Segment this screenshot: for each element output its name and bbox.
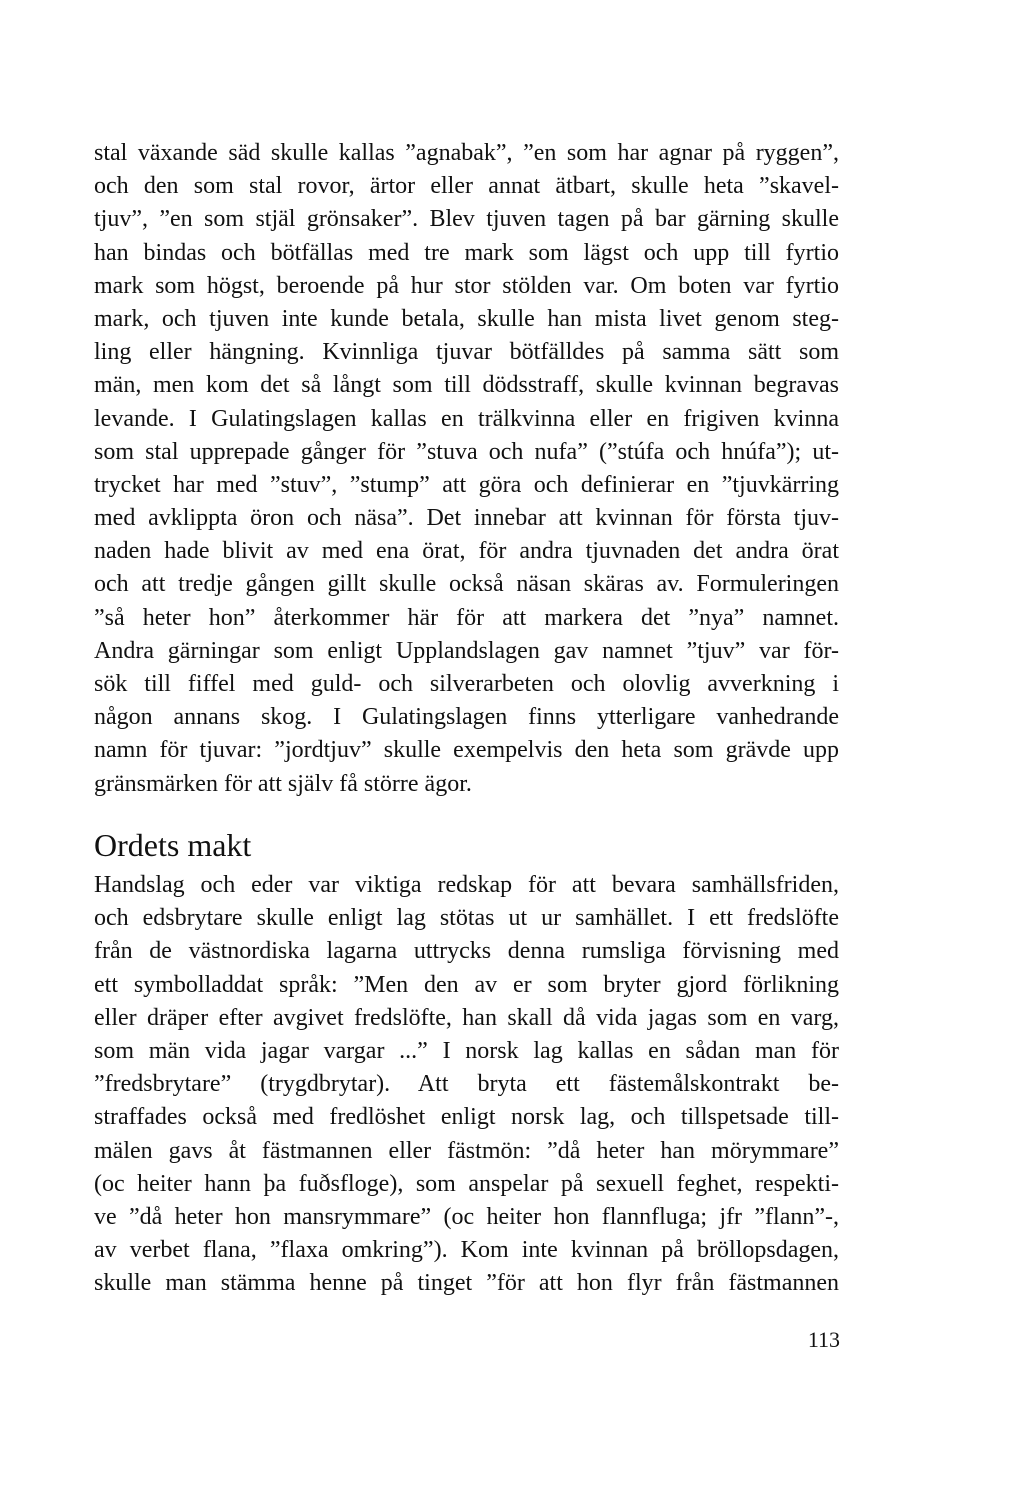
text-line: och den som stal rovor, ärtor eller annat ätbart, skulle heta ”skavel- — [94, 173, 839, 200]
text-line: trycket har med ”stuv”, ”stump” att göra och definierar en ”tjuvkärring — [94, 471, 839, 498]
text-line: ling eller hängning. Kvinnliga tjuvar bötfälldes på samma sätt som — [94, 339, 839, 366]
text-line: namn för tjuvar: ”jordtjuv” skulle exempelvis den heta som grävde upp — [94, 737, 839, 764]
text-line: (oc heiter hann þa fuðsfloge), som anspelar på sexuell feghet, respekti- — [94, 1170, 839, 1197]
text-line: av verbet flana, ”flaxa omkring”). Kom inte kvinnan på bröllopsdagen, — [94, 1237, 839, 1264]
text-line: någon annans skog. I Gulatingslagen finns ytterligare vanhedrande — [94, 704, 839, 731]
text-line: tjuv”, ”en som stjäl grönsaker”. Blev tjuven tagen på bar gärning skulle — [94, 206, 839, 233]
text-line: stal växande säd skulle kallas ”agnabak”, ”en som har agnar på ryggen”, — [94, 140, 839, 166]
text-line: levande. I Gulatingslagen kallas en trälkvinna eller en frigiven kvinna — [94, 405, 839, 432]
text-line: eller dräper efter avgivet fredslöfte, han skall då vida jagas som en varg, — [94, 1004, 839, 1031]
text-line: mark som högst, beroende på hur stor stölden var. Om boten var fyrtio — [94, 272, 839, 299]
section-heading: Ordets makt — [94, 827, 252, 863]
text-line: Andra gärningar som enligt Upplandslagen gav namnet ”tjuv” var för- — [94, 637, 839, 664]
text-line: män, men kom det så långt som till dödsstraff, skulle kvinnan begravas — [94, 372, 839, 399]
text-line: ”så heter hon” återkommer här för att markera det ”nya” namnet. — [94, 604, 839, 631]
text-line: han bindas och bötfällas med tre mark som lägst och upp till fyrtio — [94, 239, 839, 266]
text-line: från de västnordiska lagarna uttrycks denna rumsliga förvisning med — [94, 938, 839, 965]
text-line: och att tredje gången gillt skulle också näsan skäras av. Formuleringen — [94, 571, 839, 598]
paragraph-words-power — [94, 869, 839, 1300]
text-line: med avklippta öron och näsa”. Det innebar att kvinnan för första tjuv- — [94, 505, 839, 532]
text-line: straffades också med fredlöshet enligt norsk lag, och tillspetsade till- — [94, 1104, 839, 1131]
page-number: 113 — [807, 1327, 840, 1352]
text-line: och edsbrytare skulle enligt lag stötas ut ur samhället. I ett fredslöfte — [94, 905, 839, 932]
text-line: sök till fiffel med guld- och silverarbeten och olovlig avverkning i — [94, 671, 839, 697]
text-line: skulle man stämma henne på tinget ”för att hon flyr från fästmannen — [94, 1270, 839, 1297]
text-line: Handslag och eder var viktiga redskap för att bevara samhällsfriden, — [94, 872, 839, 898]
paragraph-thieves — [94, 137, 839, 801]
text-line: mark, och tjuven inte kunde betala, skulle han mista livet genom steg- — [94, 305, 839, 332]
text-line: ve ”då heter hon mansrymmare” (oc heiter hon flannfluga; jfr ”flann”-, — [94, 1203, 839, 1230]
text-line: ”fredsbrytare” (trygdbrytar). Att bryta ett fästemålskontrakt be- — [94, 1071, 839, 1098]
text-line: som stal upprepade gånger för ”stuva och nufa” (”stúfa och hnúfa”); ut- — [94, 438, 839, 465]
text-line: ett symbolladdat språk: ”Men den av er som bryter gjord förlikning — [94, 971, 839, 998]
text-line: gränsmärken för att själv få större ägor. — [94, 770, 472, 797]
text-line: som män vida jagar vargar ...” I norsk lag kallas en sådan man för — [94, 1037, 839, 1064]
text-line: naden hade blivit av med ena örat, för andra tjuvnaden det andra örat — [94, 538, 839, 565]
text-line: mälen gavs åt fästmannen eller fästmön: ”då heter han mörymmare” — [94, 1137, 839, 1164]
